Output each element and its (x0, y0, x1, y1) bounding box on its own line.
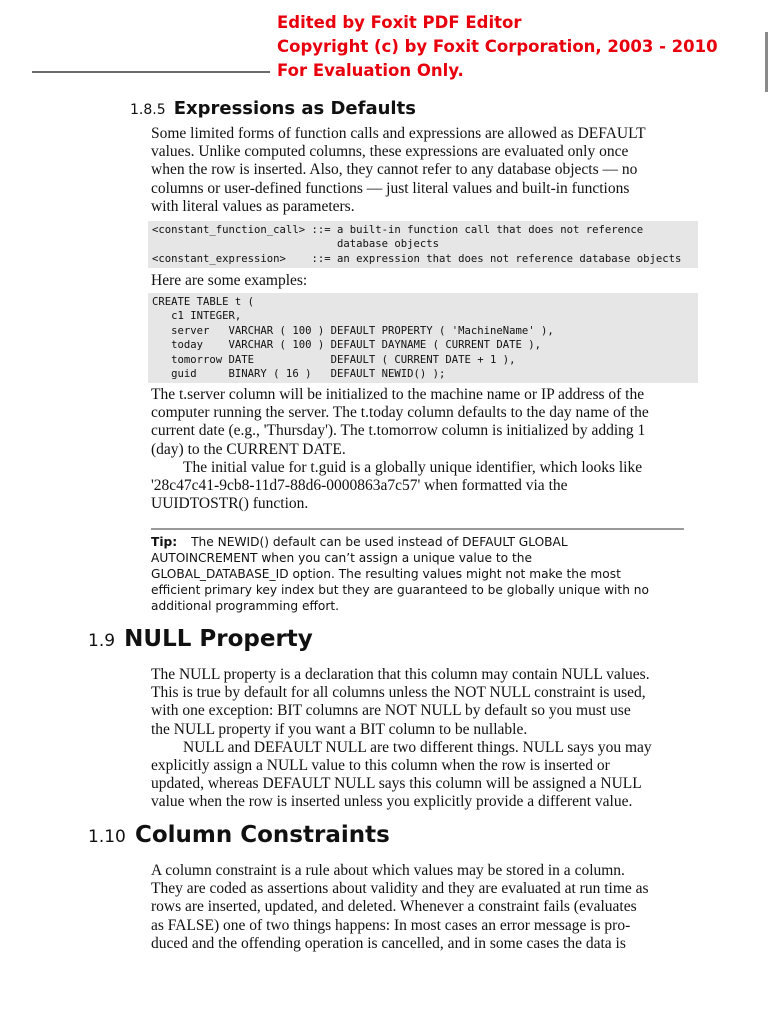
text-line: (day) to the CURRENT DATE. (151, 440, 346, 458)
null-property-paragraph (151, 666, 725, 812)
intro-paragraph (151, 125, 725, 216)
text-line: columns or user-defined functions — just literal values and built-in functions (151, 179, 630, 197)
foxit-watermark (277, 11, 718, 83)
tip-text: The NEWID() default can be used instead of DEFAULT GLOBAL (191, 535, 568, 549)
section-heading (88, 626, 313, 652)
code-line: c1 INTEGER, (152, 310, 242, 323)
text-line: when the row is inserted. Also, they cannot refer to any database objects — no (151, 161, 638, 179)
text-line: NULL and DEFAULT NULL are two different things. NULL says you may (183, 738, 652, 756)
text-line: They are coded as assertions about validity and they are evaluated at run time as (151, 880, 649, 898)
text-line: value when the row is inserted unless you explicitly provide a different value. (151, 793, 633, 811)
text-line: current date (e.g., 'Thursday'). The t.tomorrow column is initialized by adding 1 (151, 422, 646, 440)
header-divider (32, 71, 270, 73)
subsection-title: Expressions as Defaults (173, 98, 416, 119)
text-line: the NULL property if you want a BIT column to be nullable. (151, 720, 528, 738)
text-line: This is true by default for all columns unless the NOT NULL constraint is used, (151, 684, 646, 702)
text-line: values. Unlike computed columns, these expressions are evaluated only once (151, 143, 629, 161)
code-line: <constant_function_call> ::= a built-in function call that does not reference (152, 224, 644, 236)
text-line: explicitly assign a NULL value to this column when the row is inserted or (151, 757, 610, 775)
text-line: Some limited forms of function calls and expressions are allowed as DEFAULT (151, 125, 646, 142)
section-number: 1.10 (88, 827, 126, 847)
tip-divider (151, 528, 684, 530)
text-line: The t.server column will be initialized to the machine name or IP address of the (151, 386, 645, 403)
syntax-code-block (148, 221, 698, 268)
subsection-heading (130, 98, 416, 119)
code-line: today VARCHAR ( 100 ) DEFAULT DAYNAME ( CURRENT DATE ), (152, 339, 542, 352)
text-line: The initial value for t.guid is a globally unique identifier, which looks like (183, 458, 643, 476)
section-title: Column Constraints (134, 822, 390, 848)
text-line: with literal values as parameters. (151, 197, 355, 215)
text-line: computer running the server. The t.today column defaults to the day name of the (151, 404, 649, 422)
code-line: <constant_expression> ::= an expression that does not reference database objects (152, 252, 682, 265)
code-line: database objects (152, 238, 440, 251)
section-title: NULL Property (124, 626, 313, 652)
text-line: A column constraint is a rule about which values may be stored in a column. (151, 862, 625, 879)
column-constraints-paragraph (151, 862, 725, 953)
section-number: 1.9 (88, 631, 116, 651)
tip-line (151, 534, 691, 550)
tip-line: efficient primary key index but they are guaranteed to be globally unique with no (151, 583, 649, 597)
tip-box (151, 534, 691, 614)
example-code-block (148, 293, 698, 383)
text-line: UUIDTOSTR() function. (151, 495, 309, 513)
tip-label: Tip: (151, 535, 178, 549)
text-line: updated, whereas DEFAULT NULL says this column will be assigned a NULL (151, 775, 642, 793)
tip-line: GLOBAL_DATABASE_ID option. The resulting values might not make the most (151, 567, 621, 581)
code-line: tomorrow DATE DEFAULT ( CURRENT DATE + 1 ), (152, 353, 516, 366)
text-line: rows are inserted, updated, and deleted. Whenever a constraint fails (evaluates (151, 898, 637, 916)
text-line: duced and the offending operation is cancelled, and in some cases the data is (151, 934, 626, 952)
subsection-number: 1.8.5 (130, 102, 166, 118)
text-line: with one exception: BIT columns are NOT NULL by default so you must use (151, 702, 631, 720)
text-line: Here are some examples: (151, 272, 308, 289)
code-line: server VARCHAR ( 100 ) DEFAULT PROPERTY ( 'MachineName' ), (152, 324, 554, 337)
watermark-line: For Evaluation Only. (277, 61, 464, 80)
text-line: '28c47c41-9cb8-11d7-88d6-0000863a7c57' when formatted via the (151, 477, 568, 495)
code-line: guid BINARY ( 16 ) DEFAULT NEWID() ); (152, 368, 446, 381)
watermark-line: Copyright (c) by Foxit Corporation, 2003 - 2010 (277, 37, 718, 56)
watermark-line: Edited by Foxit PDF Editor (277, 13, 522, 32)
code-line: CREATE TABLE t ( (152, 296, 255, 308)
explanation-paragraph (151, 386, 725, 513)
examples-intro (151, 272, 725, 290)
text-line: The NULL property is a declaration that this column may contain NULL values. (151, 666, 650, 683)
tip-line: additional programming effort. (151, 599, 340, 613)
section-heading (88, 822, 390, 848)
text-line: as FALSE) one of two things happens: In most cases an error message is pro- (151, 916, 631, 934)
tip-line: AUTOINCREMENT when you can’t assign a unique value to the (151, 551, 532, 565)
